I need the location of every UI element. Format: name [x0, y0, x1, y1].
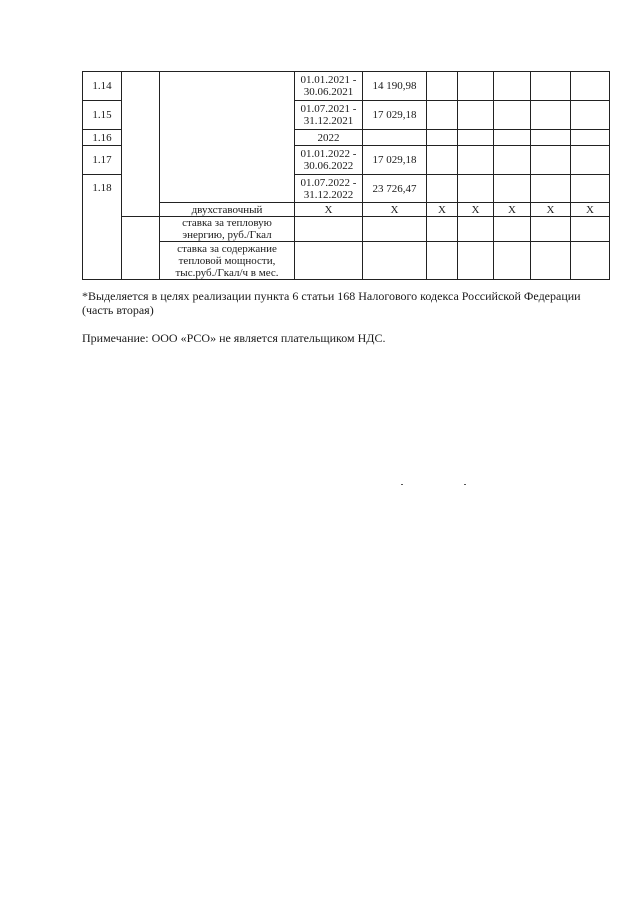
row-number: 1.17 [83, 146, 122, 175]
empty-cell [458, 72, 494, 101]
table-row [83, 72, 610, 101]
empty-cell [427, 175, 458, 203]
empty-cell [458, 242, 494, 280]
empty-cell [427, 242, 458, 280]
empty-cell [427, 101, 458, 130]
period-cell: 01.01.2021 - 30.06.2021 [295, 72, 363, 101]
x-mark: X [494, 203, 531, 217]
energy-rate-label: ставка за тепловую энергию, руб./Гкал [160, 217, 295, 242]
footnote: *Выделяется в целях реализации пункта 6 статьи 168 Налогового кодекса Российской Федерации (часть вторая) [82, 289, 581, 317]
empty-cell [571, 130, 610, 146]
row-number: 1.15 [83, 101, 122, 130]
empty-cell [363, 217, 427, 242]
empty-cell [531, 146, 571, 175]
tariff-value: 17 029,18 [363, 146, 427, 175]
empty-cell [295, 217, 363, 242]
period-cell: 01.01.2022 - 30.06.2022 [295, 146, 363, 175]
empty-cell [531, 130, 571, 146]
row-number: 1.16 [83, 130, 122, 146]
empty-cell [494, 72, 531, 101]
empty-cell [458, 175, 494, 203]
empty-cell [531, 101, 571, 130]
empty-cell [494, 217, 531, 242]
empty-cell [571, 217, 610, 242]
empty-cell [458, 217, 494, 242]
tariff-value: 17 029,18 [363, 101, 427, 130]
empty-cell [571, 146, 610, 175]
tariff-value: 23 726,47 [363, 175, 427, 203]
empty-cell [531, 242, 571, 280]
empty-cell [494, 242, 531, 280]
empty-cell [458, 146, 494, 175]
empty-cell [494, 146, 531, 175]
empty-cell [427, 146, 458, 175]
empty-cell [160, 72, 295, 203]
empty-cell [458, 101, 494, 130]
scan-speck [464, 484, 466, 485]
empty-cell [427, 217, 458, 242]
tariff-table [82, 71, 610, 280]
period-cell: 01.07.2021 - 31.12.2021 [295, 101, 363, 130]
period-cell: 01.07.2022 - 31.12.2022 [295, 175, 363, 203]
x-mark: X [571, 203, 610, 217]
tariff-value: 14 190,98 [363, 72, 427, 101]
x-mark: X [531, 203, 571, 217]
note: Примечание: ООО «РСО» не является плательщиком НДС. [82, 331, 386, 345]
empty-cell [458, 130, 494, 146]
empty-cell [363, 242, 427, 280]
row-number: 1.18 [83, 175, 122, 217]
two-part-label: двухставочный [160, 203, 295, 217]
empty-cell [571, 101, 610, 130]
x-mark: X [427, 203, 458, 217]
scan-speck [401, 484, 403, 485]
empty-cell [427, 130, 458, 146]
empty-cell [494, 175, 531, 203]
empty-cell [571, 72, 610, 101]
table-row [83, 242, 610, 280]
x-mark: X [295, 203, 363, 217]
table-row [83, 203, 610, 217]
x-mark: X [458, 203, 494, 217]
row-number: 1.14 [83, 72, 122, 101]
empty-cell [571, 175, 610, 203]
empty-cell [494, 101, 531, 130]
empty-cell [531, 72, 571, 101]
empty-cell [571, 242, 610, 280]
capacity-rate-label: ставка за содержание тепловой мощности, тыс.руб./Гкал/ч в мес. [160, 242, 295, 280]
empty-cell [531, 175, 571, 203]
period-cell: 2022 [295, 130, 363, 146]
empty-cell [494, 130, 531, 146]
tariff-value [363, 130, 427, 146]
empty-cell [83, 217, 122, 280]
empty-cell [122, 217, 160, 280]
empty-cell [122, 72, 160, 217]
empty-cell [531, 217, 571, 242]
empty-cell [427, 72, 458, 101]
x-mark: X [363, 203, 427, 217]
empty-cell [295, 242, 363, 280]
table-row [83, 217, 610, 242]
